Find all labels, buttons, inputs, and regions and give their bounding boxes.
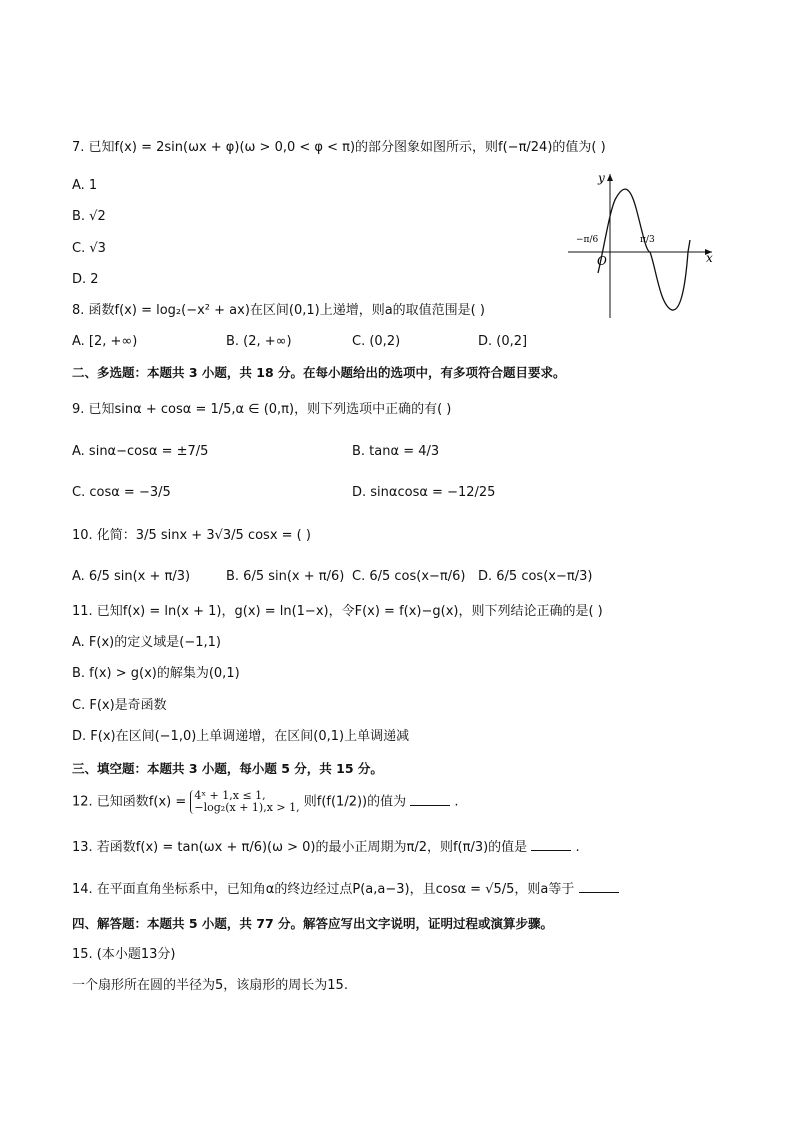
q7-option-d: D. 2	[72, 272, 99, 287]
q7-sine-graph	[566, 168, 716, 320]
q7-option-a: A. 1	[72, 178, 98, 193]
origin-label: O	[597, 254, 607, 268]
question-12-stem	[72, 790, 459, 815]
q10-option-c: C. 6/5 cos(x−π/6)	[352, 569, 466, 584]
q11-option-b: B. f(x) > g(x)的解集为(0,1)	[72, 666, 240, 681]
section-4-heading: 四、解答题：本题共 5 小题，共 77 分。解答应写出文字说明，证明过程或演算步骤。	[72, 916, 554, 931]
q8-option-c: C. (0,2)	[352, 334, 401, 349]
q10-option-a: A. 6/5 sin(x + π/3)	[72, 569, 191, 584]
q14-text: 14. 在平面直角坐标系中，已知角α的终边经过点P(a,a−3)，且cosα = √5/5，则a等于	[72, 882, 575, 897]
q13-end: .	[575, 840, 580, 855]
q11-option-a: A. F(x)的定义域是(−1,1)	[72, 635, 221, 650]
q11-option-c: C. F(x)是奇函数	[72, 698, 167, 713]
question-15-text: 一个扇形所在圆的半径为5，该扇形的周长为15.	[72, 978, 348, 993]
q11-option-d: D. F(x)在区间(−1,0)上单调递增，在区间(0,1)上单调递减	[72, 729, 410, 744]
q12-case-2: −log₂(x + 1),x > 1,	[194, 801, 300, 814]
q10-option-b: B. 6/5 sin(x + π/6)	[226, 569, 345, 584]
question-13-stem	[72, 838, 580, 857]
q9-option-a: A. sinα−cosα = ±7/5	[72, 444, 209, 459]
x-axis-label: x	[706, 251, 713, 265]
q8-option-b: B. (2, +∞)	[226, 334, 292, 349]
q8-option-d: D. (0,2]	[478, 334, 528, 349]
q12-suffix: 则f(f(1/2))的值为	[303, 794, 407, 810]
question-14-stem	[72, 880, 619, 899]
question-7-stem	[72, 139, 606, 157]
q12-end: .	[454, 794, 459, 810]
q7-option-b: B. √2	[72, 209, 106, 224]
section-3-heading: 三、填空题：本题共 3 小题，每小题 5 分，共 15 分。	[72, 761, 383, 776]
question-8-stem: 8. 函数f(x) = log₂(−x² + ax)在区间(0,1)上递增，则a的取值范围是( )	[72, 303, 485, 318]
section-2-heading: 二、多选题：本题共 3 小题，共 18 分。在每小题给出的选项中，有多项符合题目要求。	[72, 365, 566, 380]
right-tick-label: π/3	[640, 235, 655, 245]
left-tick-label: −π/6	[576, 235, 599, 245]
q14-answer-blank[interactable]	[579, 880, 619, 893]
q9-option-d: D. sinαcosα = −12/25	[352, 485, 496, 500]
q13-answer-blank[interactable]	[531, 838, 571, 851]
question-10-stem: 10. 化简：3/5 sinx + 3√3/5 cosx = ( )	[72, 528, 311, 543]
q10-option-d: D. 6/5 cos(x−π/3)	[478, 569, 593, 584]
q7-text: 7. 已知f(x) = 2sin(ωx + φ)(ω > 0,0 < φ < π)的部分图象如图所示，则f(−π/24)的值为( )	[72, 140, 606, 155]
q7-option-c: C. √3	[72, 241, 106, 256]
q8-option-a: A. [2, +∞)	[72, 334, 138, 349]
question-11-stem: 11. 已知f(x) = ln(x + 1)，g(x) = ln(1−x)，令F(x) = f(x)−g(x)，则下列结论正确的是( )	[72, 604, 603, 619]
q12-case-1: 4ˣ + 1,x ≤ 1,	[194, 789, 266, 802]
q12-piecewise	[190, 790, 299, 814]
y-axis-label: y	[598, 171, 605, 185]
question-15-header: 15. (本小题13分)	[72, 947, 176, 962]
q9-option-c: C. cosα = −3/5	[72, 485, 171, 500]
q13-text: 13. 若函数f(x) = tan(ωx + π/6)(ω > 0)的最小正周期为π/2，则f(π/3)的值是	[72, 840, 528, 855]
question-9-stem: 9. 已知sinα + cosα = 1/5,α ∈ (0,π)，则下列选项中正确的有( )	[72, 402, 452, 417]
q12-prefix: 12. 已知函数f(x) =	[72, 794, 187, 810]
sine-curve	[598, 189, 690, 310]
y-axis-arrow	[607, 174, 613, 181]
q12-answer-blank[interactable]	[410, 793, 450, 806]
q9-option-b: B. tanα = 4/3	[352, 444, 440, 459]
